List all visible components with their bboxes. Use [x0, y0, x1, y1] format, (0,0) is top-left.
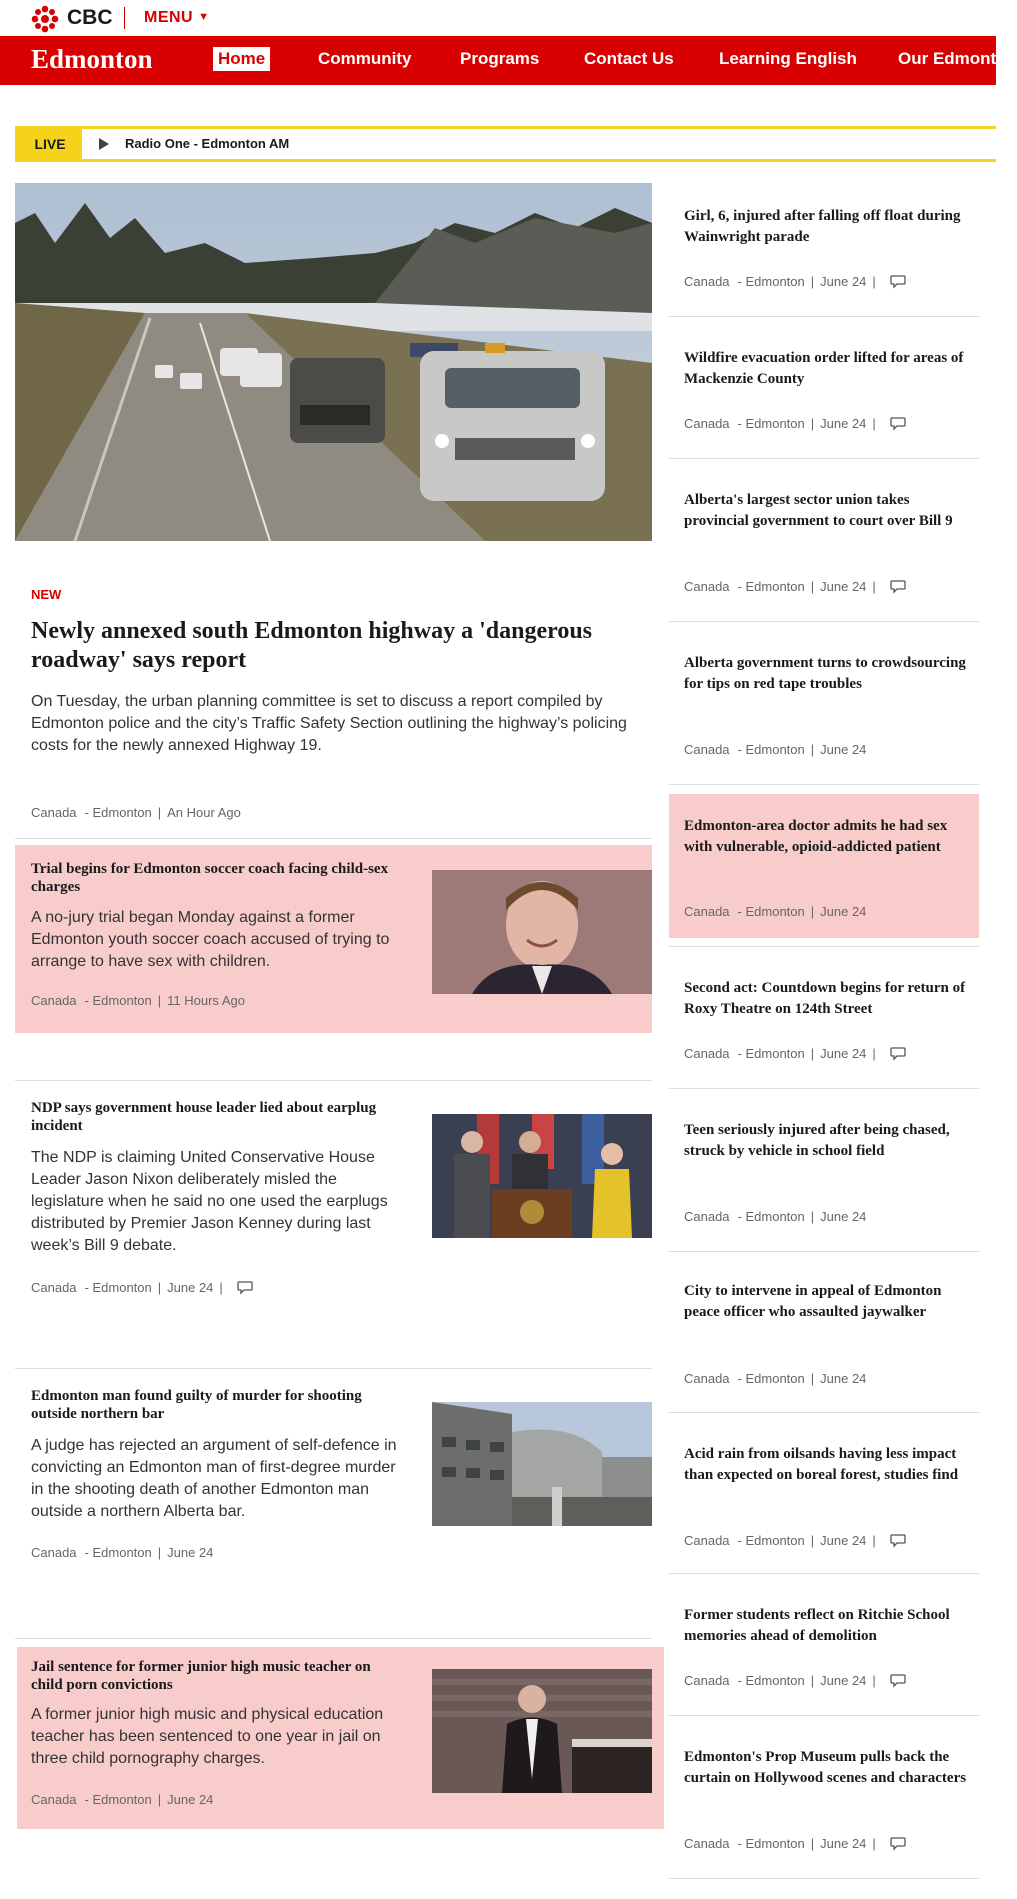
meta-sep: | [810, 1371, 815, 1386]
divider [669, 316, 979, 317]
divider [15, 1638, 652, 1639]
sidebar-meta [684, 1836, 906, 1851]
meta-region[interactable]: - Edmonton [737, 1046, 805, 1061]
brand-divider [124, 7, 125, 29]
story-headline[interactable]: Trial begins for Edmonton soccer coach facing child-sex charges [31, 861, 389, 895]
new-label: NEW [31, 587, 62, 602]
sidebar-meta [684, 274, 906, 289]
live-badge: LIVE [18, 129, 82, 159]
meta-country[interactable]: Canada [31, 1545, 77, 1560]
comment-icon[interactable] [890, 1674, 906, 1687]
menu-button[interactable] [144, 9, 210, 27]
cbc-brand[interactable]: CBC [67, 6, 113, 29]
meta-country[interactable]: Canada [684, 1836, 730, 1851]
story-meta [31, 1280, 253, 1295]
sidebar-meta [684, 1046, 906, 1061]
meta-country[interactable]: Canada [31, 805, 77, 820]
story-headline[interactable]: NDP says government house leader lied about earplug incident [31, 1100, 377, 1134]
divider [669, 946, 979, 947]
play-icon[interactable] [99, 138, 109, 150]
meta-region[interactable]: - Edmonton [737, 1836, 805, 1851]
sidebar-headline[interactable]: Edmonton's Prop Museum pulls back the curtain on Hollywood scenes and characters [684, 1749, 967, 1786]
meta-country[interactable]: Canada [684, 274, 730, 289]
story-description: A judge has rejected an argument of self-defence in convicting an Edmonton man of first-degree murder in the shooting death of another Edmonton man outside a northern Alberta bar. [31, 1437, 397, 1520]
meta-sep: | [872, 1836, 876, 1851]
meta-time: June 24 [820, 1673, 867, 1688]
meta-region[interactable]: - Edmonton [84, 1792, 152, 1807]
meta-time: June 24 [820, 1836, 867, 1851]
nav-contact-us[interactable]: Contact Us [584, 49, 674, 68]
courthouse-photo [432, 1402, 652, 1526]
meta-time: June 24 [167, 1280, 214, 1295]
meta-sep: | [810, 579, 815, 594]
comment-icon[interactable] [890, 275, 906, 288]
sidebar-story[interactable] [669, 192, 979, 316]
meta-time: June 24 [167, 1545, 214, 1560]
comment-icon[interactable] [890, 1837, 906, 1850]
sidebar-headline[interactable]: City to intervene in appeal of Edmonton peace officer who assaulted jaywalker [684, 1283, 942, 1320]
sidebar-headline[interactable]: Former students reflect on Ritchie School memories ahead of demolition [684, 1607, 950, 1644]
story-thumbnail[interactable] [432, 1402, 652, 1526]
story-card[interactable] [15, 845, 652, 1033]
meta-sep: | [872, 579, 876, 594]
sidebar-story[interactable] [669, 1269, 979, 1412]
divider [669, 1573, 979, 1574]
divider [669, 1878, 979, 1879]
sidebar-meta [684, 1673, 906, 1688]
hero-meta [31, 805, 241, 820]
meta-country[interactable]: Canada [684, 579, 730, 594]
meta-region[interactable]: - Edmonton [737, 1209, 805, 1224]
meta-time: June 24 [820, 904, 867, 919]
sidebar-story[interactable] [669, 476, 979, 621]
meta-country[interactable]: Canada [31, 1792, 77, 1807]
sidebar-headline[interactable]: Acid rain from oilsands having less impact than expected on boreal forest, studies find [684, 1446, 959, 1483]
divider [669, 1412, 979, 1413]
meta-country[interactable]: Canada [684, 742, 730, 757]
meta-sep: | [872, 416, 876, 431]
chevron-down-icon: ▼ [198, 11, 210, 23]
story-description: The NDP is claiming United Conservative House Leader Jason Nixon deliberately misled the legislature when he said no one used the earplugs distributed by Premier Jason Kenney during last week’s Bill 9 debate. [31, 1149, 388, 1254]
portrait-photo [432, 870, 652, 994]
meta-time: June 24 [820, 1046, 867, 1061]
meta-time: 11 Hours Ago [167, 993, 245, 1008]
live-station[interactable]: Radio One - Edmonton AM [125, 136, 290, 151]
meta-region[interactable]: - Edmonton [737, 579, 805, 594]
story-headline[interactable]: Edmonton man found guilty of murder for shooting outside northern bar [31, 1388, 362, 1422]
hero-description: On Tuesday, the urban planning committee is set to discuss a report compiled by Edmonton police and the city’s Traffic Safety Section outlining the highway’s policing costs for the newly annexed Highway 19. [31, 693, 627, 754]
divider [669, 1088, 979, 1089]
story-thumbnail[interactable] [432, 870, 652, 994]
meta-region[interactable]: - Edmonton [84, 1545, 152, 1560]
hero-image[interactable] [15, 183, 652, 541]
meta-country[interactable]: Canada [684, 1371, 730, 1386]
story-card[interactable] [17, 1647, 664, 1829]
meta-time: June 24 [820, 579, 867, 594]
divider [669, 621, 979, 622]
comment-icon[interactable] [890, 1047, 906, 1060]
sidebar-story[interactable] [669, 639, 979, 784]
divider [669, 784, 979, 785]
meta-sep: | [810, 1046, 815, 1061]
story-headline[interactable]: Jail sentence for former junior high music teacher on child porn convictions [31, 1659, 371, 1693]
meta-sep: | [810, 1836, 815, 1851]
sidebar-meta [684, 579, 906, 594]
story-description: A former junior high music and physical education teacher has been sentenced to one year in jail on three child pornography charges. [31, 1706, 384, 1767]
nav-learning-english[interactable]: Learning English [719, 49, 857, 68]
meta-time: An Hour Ago [167, 805, 241, 820]
sidebar-story[interactable] [669, 1591, 979, 1715]
highway-photo [15, 183, 652, 541]
meta-sep: | [810, 1533, 815, 1548]
meta-region[interactable]: - Edmonton [84, 805, 152, 820]
sidebar-meta [684, 1371, 866, 1386]
meta-sep: | [219, 1280, 223, 1295]
story-description: A no-jury trial began Monday against a former Edmonton youth soccer coach accused of trying to arrange to have sex with children. [31, 909, 390, 970]
divider [15, 838, 652, 839]
meta-sep: | [810, 1209, 815, 1224]
region-nav [0, 36, 1017, 85]
divider [669, 1251, 979, 1252]
divider [669, 1715, 979, 1716]
meta-sep: | [810, 742, 815, 757]
sidebar-meta [684, 742, 866, 757]
meta-country[interactable]: Canada [684, 1046, 730, 1061]
meta-sep: | [157, 1792, 162, 1807]
meta-time: June 24 [820, 742, 867, 757]
meta-region[interactable]: - Edmonton [737, 416, 805, 431]
meta-country[interactable]: Canada [31, 1280, 77, 1295]
meta-region[interactable]: - Edmonton [737, 1673, 805, 1688]
sidebar-story[interactable] [669, 334, 979, 458]
comment-icon[interactable] [890, 580, 906, 593]
sidebar-headline[interactable]: Teen seriously injured after being chased, struck by vehicle in school field [684, 1122, 950, 1159]
meta-region[interactable]: - Edmonton [737, 274, 805, 289]
meta-region[interactable]: - Edmonton [737, 1371, 805, 1386]
hero-headline[interactable]: Newly annexed south Edmonton highway a 'dangerous roadway' says report [31, 618, 593, 673]
sidebar-meta [684, 1533, 906, 1548]
sidebar-story[interactable] [669, 794, 979, 938]
meta-region[interactable]: - Edmonton [84, 1280, 152, 1295]
meta-region[interactable]: - Edmonton [84, 993, 152, 1008]
press-conference-photo [432, 1114, 652, 1238]
meta-region[interactable]: - Edmonton [737, 742, 805, 757]
meta-country[interactable]: Canada [684, 1209, 730, 1224]
meta-region[interactable]: - Edmonton [737, 1533, 805, 1548]
comment-icon[interactable] [237, 1281, 253, 1294]
sidebar-headline[interactable]: Edmonton-area doctor admits he had sex with vulnerable, opioid-addicted patient [684, 818, 948, 855]
sidebar-story[interactable] [669, 1106, 979, 1251]
sidebar-headline[interactable]: Alberta government turns to crowdsourcing for tips on red tape troubles [684, 655, 966, 692]
meta-country[interactable]: Canada [684, 1533, 730, 1548]
story-card[interactable] [15, 1369, 652, 1639]
city-title[interactable]: Edmonton [31, 44, 153, 74]
nav-home[interactable]: Home [213, 47, 270, 71]
meta-sep: | [157, 1545, 162, 1560]
meta-sep: | [157, 805, 162, 820]
meta-sep: | [872, 1673, 876, 1688]
sidebar-meta [684, 1209, 866, 1224]
sidebar-headline[interactable]: Alberta's largest sector union takes provincial government to court over Bill 9 [684, 492, 953, 529]
divider [669, 458, 979, 459]
comment-icon[interactable] [890, 1534, 906, 1547]
top-bar [0, 0, 996, 36]
meta-time: June 24 [820, 1533, 867, 1548]
nav-community[interactable]: Community [318, 49, 412, 68]
meta-country[interactable]: Canada [684, 1673, 730, 1688]
meta-sep: | [810, 416, 815, 431]
meta-time: June 24 [820, 1209, 867, 1224]
sidebar-headline[interactable]: Girl, 6, injured after falling off float during Wainwright parade [684, 208, 961, 245]
live-radio-bar[interactable] [15, 126, 996, 162]
sidebar-headline[interactable]: Wildfire evacuation order lifted for areas of Mackenzie County [684, 350, 964, 387]
meta-country[interactable]: Canada [684, 416, 730, 431]
meta-region[interactable]: - Edmonton [737, 904, 805, 919]
story-thumbnail[interactable] [432, 1114, 652, 1238]
meta-sep: | [810, 904, 815, 919]
meta-sep: | [872, 1533, 876, 1548]
teacher-photo [432, 1669, 652, 1793]
cbc-gem-icon[interactable] [31, 5, 59, 33]
comment-icon[interactable] [890, 417, 906, 430]
nav-programs[interactable]: Programs [460, 49, 540, 68]
story-meta [31, 993, 245, 1008]
meta-country[interactable]: Canada [31, 993, 77, 1008]
story-card[interactable] [15, 1081, 652, 1368]
meta-time: June 24 [820, 1371, 867, 1386]
meta-sep: | [872, 1046, 876, 1061]
nav-our-edmonton[interactable]: Our Edmonton [898, 49, 1017, 68]
meta-time: June 24 [820, 416, 867, 431]
meta-sep: | [157, 1280, 162, 1295]
sidebar-meta [684, 416, 906, 431]
meta-sep: | [810, 274, 815, 289]
story-meta [31, 1545, 213, 1560]
meta-time: June 24 [167, 1792, 214, 1807]
sidebar-story[interactable] [669, 1733, 979, 1878]
menu-label: MENU [144, 9, 194, 26]
sidebar-headline[interactable]: Second act: Countdown begins for return of Roxy Theatre on 124th Street [684, 980, 966, 1017]
sidebar-story[interactable] [669, 964, 979, 1088]
meta-sep: | [810, 1673, 815, 1688]
story-thumbnail[interactable] [432, 1669, 652, 1793]
meta-country[interactable]: Canada [684, 904, 730, 919]
sidebar-meta [684, 904, 866, 919]
meta-sep: | [157, 993, 162, 1008]
sidebar-story[interactable] [669, 1430, 979, 1573]
meta-time: June 24 [820, 274, 867, 289]
story-meta [31, 1792, 213, 1807]
meta-sep: | [872, 274, 876, 289]
